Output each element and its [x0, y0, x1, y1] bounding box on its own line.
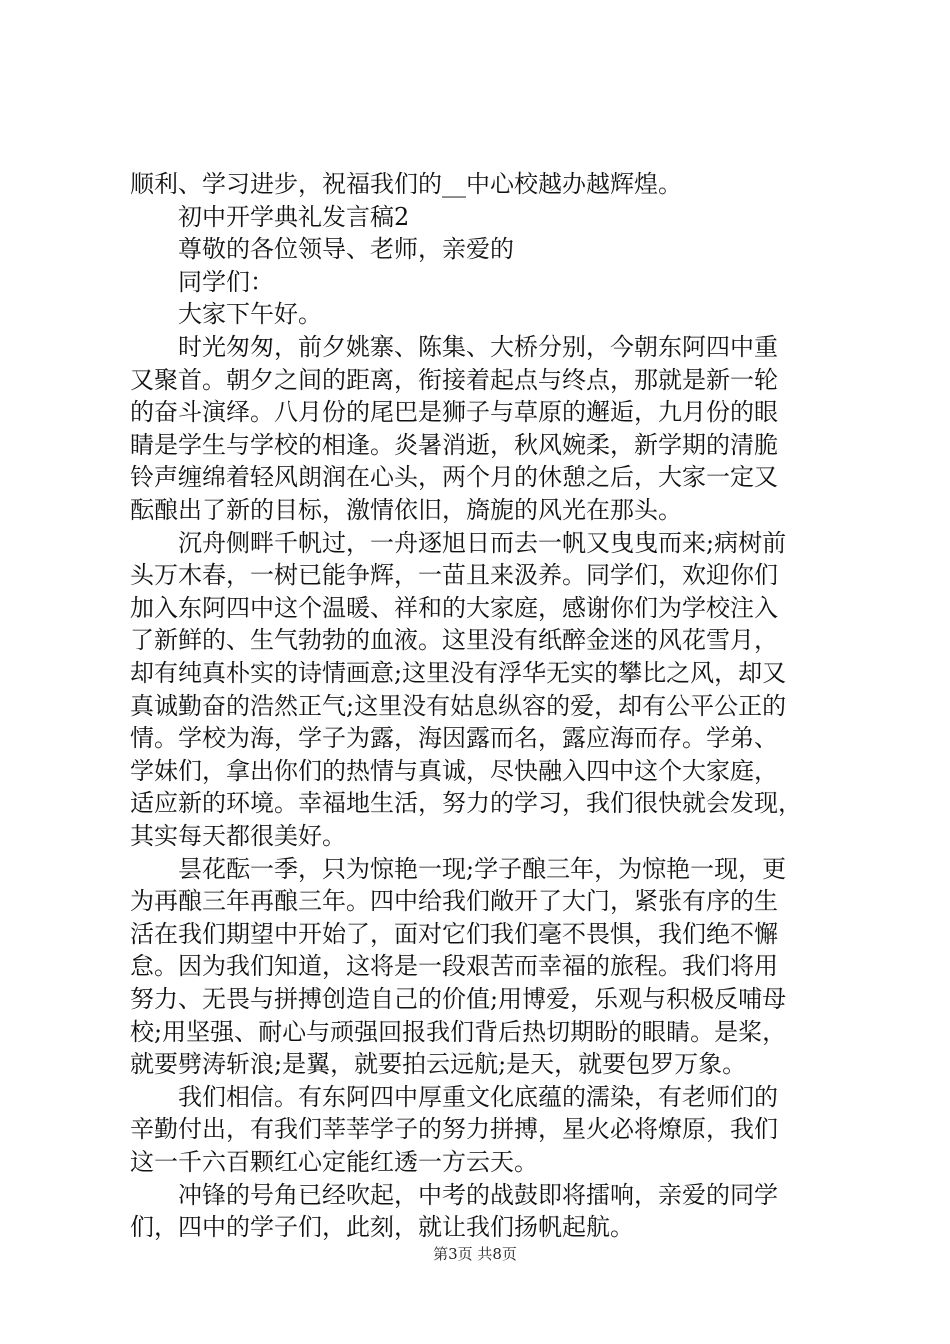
- paragraph-4-line: 辛勤付出，有我们莘莘学子的努力拼搏，星火必将燎原，我们: [130, 1115, 778, 1143]
- salutation-line: 尊敬的各位领导、老师，亲爱的: [178, 235, 514, 263]
- paragraph-2-line: 其实每天都很美好。: [130, 822, 346, 850]
- paragraph-5-line: 冲锋的号角已经吹起，中考的战鼓即将擂响，亲爱的同学: [178, 1181, 778, 1209]
- paragraph-3-line: 怠。因为我们知道，这将是一段艰苦而幸福的旅程。我们将用: [130, 952, 778, 980]
- page-number-footer: 第3页 共8页: [433, 1245, 517, 1263]
- paragraph-4-line: 我们相信。有东阿四中厚重文化底蕴的濡染，有老师们的: [178, 1083, 778, 1111]
- paragraph-3-line: 昙花酝一季，只为惊艳一现;学子酿三年，为惊艳一现，更: [178, 855, 787, 883]
- paragraph-1-line: 时光匆匆，前夕姚寨、陈集、大桥分别，今朝东阿四中重: [178, 333, 778, 361]
- paragraph-3-line: 活在我们期望中开始了，面对它们我们毫不畏惧，我们绝不懈: [130, 920, 778, 948]
- paragraph-2-line: 却有纯真朴实的诗情画意;这里没有浮华无实的攀比之风，却又: [130, 659, 787, 687]
- paragraph-2-line: 适应新的环境。幸福地生活，努力的学习，我们很快就会发现，: [130, 789, 802, 817]
- body-line: 顺利、学习进步，祝福我们的__中心校越办越辉煌。: [130, 170, 682, 198]
- paragraph-2-line: 沉舟侧畔千帆过，一舟逐旭日而去一帆又曳曳而来;病树前: [178, 529, 787, 557]
- paragraph-5-line: 们，四中的学子们，此刻，就让我们扬帆起航。: [130, 1213, 634, 1241]
- paragraph-2-line: 头万木春，一树已能争辉，一苗且来汲养。同学们，欢迎你们: [130, 561, 778, 589]
- paragraph-1-line: 铃声缠绵着轻风朗润在心头，两个月的休憩之后，大家一定又: [130, 463, 778, 491]
- paragraph-2-line: 加入东阿四中这个温暖、祥和的大家庭，感谢你们为学校注入: [130, 594, 778, 622]
- paragraph-4-line: 这一千六百颗红心定能红透一方云天。: [130, 1148, 538, 1176]
- paragraph-1-line: 睛是学生与学校的相逢。炎暑消逝，秋风婉柔，新学期的清脆: [130, 431, 778, 459]
- section-heading: 初中开学典礼发言稿2: [178, 203, 410, 231]
- paragraph-3-line: 就要劈涛斩浪;是翼，就要拍云远航;是天，就要包罗万象。: [130, 1050, 747, 1078]
- paragraph-2-line: 了新鲜的、生气勃勃的血液。这里没有纸醉金迷的风花雪月，: [130, 626, 778, 654]
- paragraph-3-line: 努力、无畏与拼搏创造自己的价值;用博爱，乐观与积极反哺母: [130, 985, 787, 1013]
- paragraph-2-line: 学妹们，拿出你们的热情与真诚，尽快融入四中这个大家庭，: [130, 757, 778, 785]
- paragraph-1-line: 酝酿出了新的目标，激情依旧，旖旎的风光在那头。: [130, 496, 682, 524]
- paragraph-2-line: 情。学校为海，学子为露，海因露而名，露应海而存。学弟、: [130, 724, 778, 752]
- paragraph-2-line: 真诚勤奋的浩然正气;这里没有姑息纵容的爱，却有公平公正的: [130, 692, 787, 720]
- paragraph-3-line: 校;用坚强、耐心与顽强回报我们背后热切期盼的眼睛。是桨，: [130, 1018, 787, 1046]
- paragraph-1-line: 的奋斗演绎。八月份的尾巴是狮子与草原的邂逅，九月份的眼: [130, 398, 778, 426]
- greeting-line: 大家下午好。: [178, 300, 322, 328]
- salutation-line: 同学们：: [178, 268, 274, 296]
- paragraph-1-line: 又聚首。朝夕之间的距离，衔接着起点与终点，那就是新一轮: [130, 366, 778, 394]
- paragraph-3-line: 为再酿三年再酿三年。四中给我们敞开了大门，紧张有序的生: [130, 887, 778, 915]
